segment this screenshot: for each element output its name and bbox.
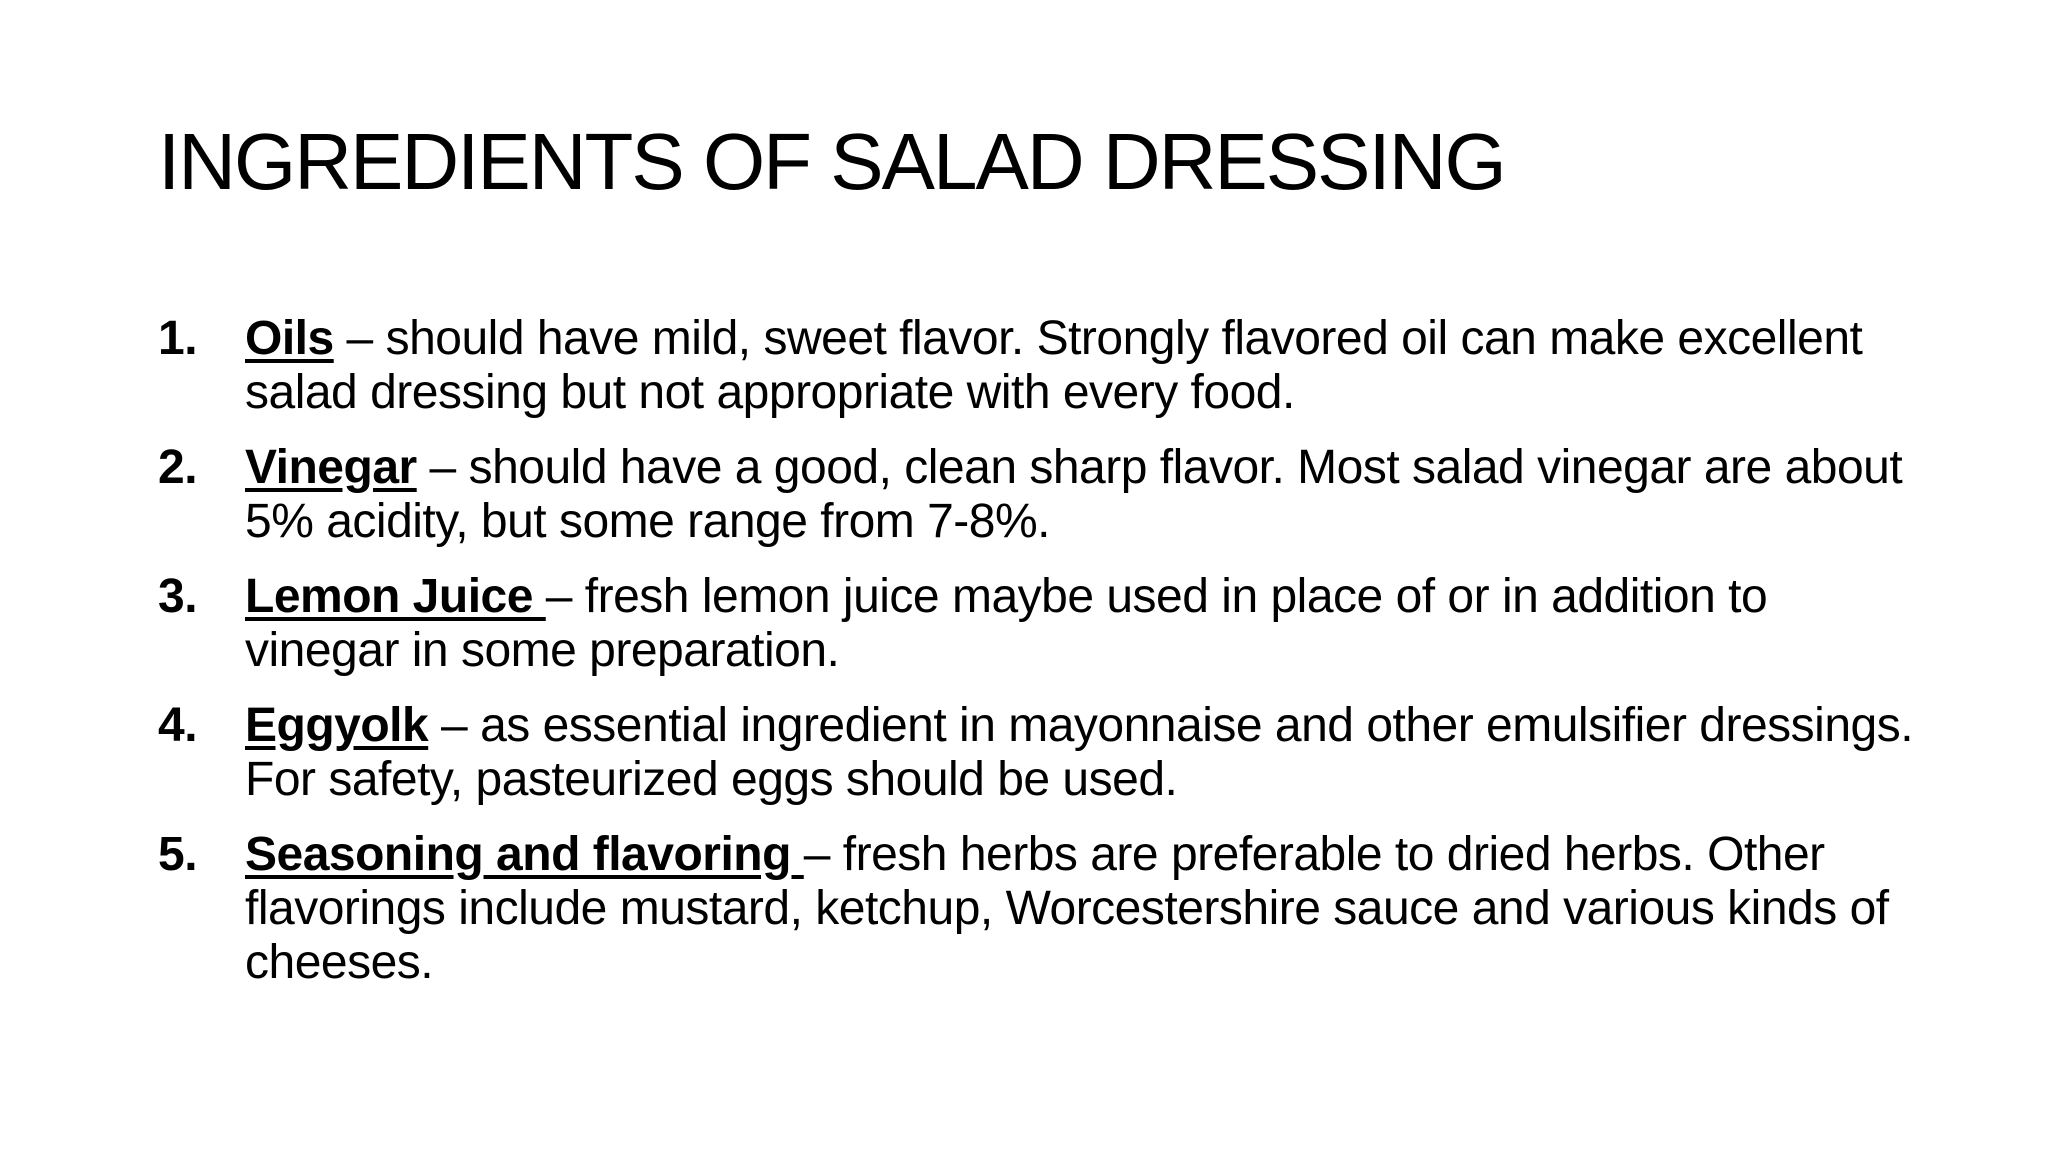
slide-title: INGREDIENTS OF SALAD DRESSING (158, 117, 1505, 206)
list-item-eggyolk (158, 699, 1918, 807)
list-item-term: Seasoning and flavoring (245, 828, 804, 881)
list-item-number: 3. (158, 570, 198, 623)
list-item-seasoning (158, 828, 1918, 990)
list-item-term: Lemon Juice (245, 570, 546, 623)
list-item-number: 4. (158, 699, 198, 752)
list-item-term: Vinegar (245, 441, 417, 494)
list-item-term: Oils (245, 312, 334, 365)
ingredient-list (158, 312, 1918, 1011)
list-item-lemon-juice (158, 570, 1918, 678)
list-item-description: – fresh lemon juice maybe used in place of or in addition to vinegar in some preparation. (245, 570, 1768, 677)
list-item-number: 5. (158, 828, 198, 881)
list-item-description: – should have mild, sweet flavor. Strongly flavored oil can make excellent salad dressing but not appropriate with every food. (245, 312, 1863, 419)
list-item-vinegar (158, 441, 1918, 549)
list-item-description: – as essential ingredient in mayonnaise and other emulsifier dressings. For safety, pasteurized eggs should be used. (245, 699, 1914, 806)
list-item-number: 2. (158, 441, 198, 494)
list-item-oils (158, 312, 1918, 420)
list-item-term: Eggyolk (245, 699, 429, 752)
list-item-description: – fresh herbs are preferable to dried herbs. Other flavorings include mustard, ketchup, Worcestershire sauce and various kinds of cheeses. (245, 828, 1889, 989)
list-item-number: 1. (158, 312, 198, 365)
list-item-description: – should have a good, clean sharp flavor. Most salad vinegar are about 5% acidity, but some range from 7-8%. (245, 441, 1903, 548)
